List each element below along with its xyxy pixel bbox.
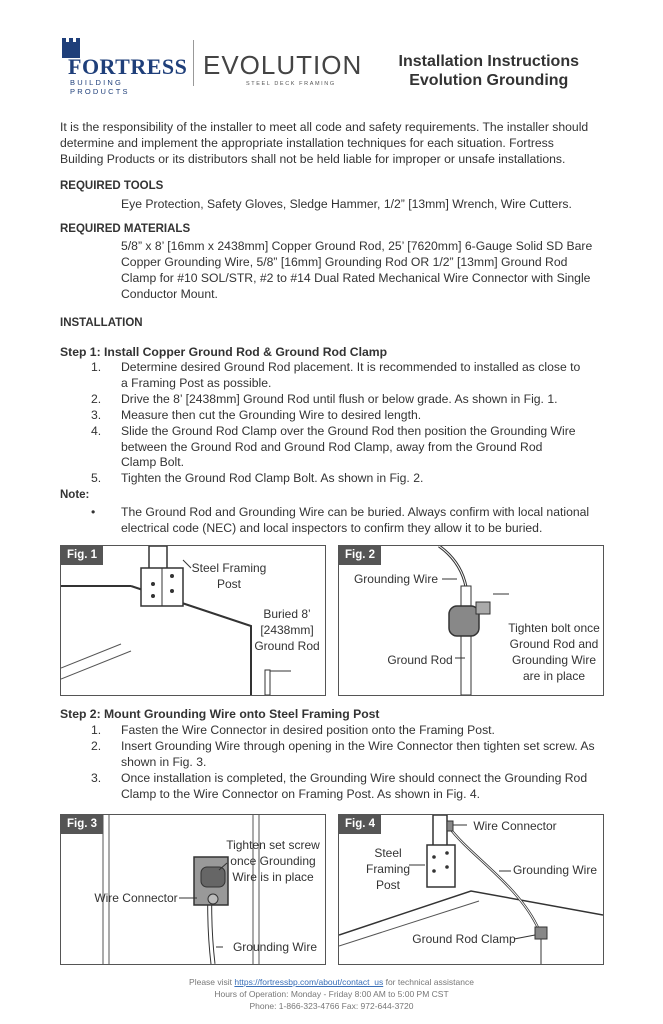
list-item: Tighten the Ground Rod Clamp Bolt. As shown in Fig. 2. [121, 471, 424, 485]
step1-prefix: Step 1: [60, 345, 101, 359]
bullet: • [91, 505, 96, 519]
list-number: 2. [91, 392, 102, 406]
tighten-bolt-label: Tighten bolt once Ground Rod and Grounding Wire are in place [508, 621, 600, 683]
list-number: 2. [91, 739, 102, 753]
list-number: 3. [91, 408, 102, 422]
fortress-subtitle: BUILDING PRODUCTS [70, 78, 130, 96]
figure-3 [60, 814, 326, 965]
list-number: 1. [91, 360, 102, 374]
list-number: 4. [91, 424, 102, 438]
list-item: Determine desired Ground Rod placement. It is recommended to installed as close to a Framing Post as possible. [121, 360, 581, 390]
wire-connector-label: Wire Connector [94, 891, 178, 905]
footer-contact: Please visit https://fortressbp.com/about/contact_us for technical assistance [189, 977, 474, 987]
list-item: Once installation is completed, the Grounding Wire should connect the Grounding Rod Clamp to the Wire Connector on Framing Post. As shown in Fig. 4. [121, 771, 588, 801]
wire-connector-label: Wire Connector [473, 819, 557, 833]
figure-1 [60, 545, 326, 696]
ground-rod-clamp-label: Ground Rod Clamp [412, 932, 516, 946]
fortress-wordmark: FORTRESS [68, 54, 188, 79]
logo-divider [193, 40, 194, 86]
fortress-logo [58, 36, 188, 96]
title-line-2: Evolution Grounding [409, 72, 569, 89]
materials-line: Clamp for #10 SOL/STR, #2 to #14 Dual Rated Mechanical Wire Connector with Single [121, 271, 591, 285]
step1-title-text: Install Copper Ground Rod & Ground Rod Clamp [104, 345, 388, 359]
ground-rod-label: Buried 8’ [2438mm] Ground Rod [254, 607, 320, 653]
list-number: 5. [91, 471, 102, 485]
intro-paragraph: It is the responsibility of the installer to meet all code and safety requirements. The installer should determine and implement the appropriate installation techniques for each situation. Fortress Building Products or its distributors shall not be held liable for improper or unsafe installations. [60, 120, 589, 166]
list-item: Fasten the Wire Connector in desired position onto the Framing Post. [121, 723, 495, 737]
list-item: Insert Grounding Wire through opening in the Wire Connector then tighten set screw. As shown in Fig. 3. [121, 739, 595, 769]
ground-rod-label: Ground Rod [387, 653, 453, 667]
step2-prefix: Step 2: [60, 707, 101, 721]
title-line-1: Installation Instructions [398, 53, 579, 70]
step2-title [60, 707, 379, 721]
grounding-wire-label: Grounding Wire [512, 863, 598, 877]
figure-4 [338, 814, 604, 965]
materials-line: 5/8” x 8’ [16mm x 2438mm] Copper Ground Rod, 25’ [7620mm] 6-Gauge Solid SD Bare [121, 239, 593, 253]
steel-framing-post-label: Steel Framing Post [191, 561, 267, 591]
figure-3-label: Fig. 3 [61, 815, 103, 834]
grounding-wire-label: Grounding Wire [353, 572, 439, 586]
note-label: Note: [60, 489, 90, 501]
materials-line: Copper Grounding Wire, 5/8” [16mm] Grounding Rod OR 1/2” [13mm] Ground Rod [121, 255, 568, 269]
grounding-wire-label: Grounding Wire [232, 940, 318, 954]
evolution-wordmark: EVOLUTION [203, 50, 363, 80]
tools-text: Eye Protection, Safety Gloves, Sledge Hammer, 1/2” [13mm] Wrench, Wire Cutters. [121, 197, 572, 211]
steel-framing-post-label: Steel Framing Post [365, 846, 410, 892]
list-item: Measure then cut the Grounding Wire to desired length. [121, 408, 422, 422]
tools-heading: REQUIRED TOOLS [60, 180, 164, 192]
footer-hours: Hours of Operation: Monday - Friday 8:00 AM to 5:00 PM CST [214, 989, 449, 999]
page-title [399, 52, 579, 90]
list-number: 1. [91, 723, 102, 737]
materials-heading: REQUIRED MATERIALS [60, 223, 191, 235]
figure-2 [338, 545, 604, 696]
installation-heading: INSTALLATION [60, 317, 143, 329]
contact-link[interactable]: https://fortressbp.com/about/contact_us [234, 977, 384, 987]
materials-line: Conductor Mount. [121, 287, 218, 301]
footer-phone: Phone: 1-866-323-4766 Fax: 972-644-3720 [249, 1001, 414, 1011]
step2-title-text: Mount Grounding Wire onto Steel Framing Post [104, 707, 380, 721]
step1-title [60, 345, 387, 359]
tighten-set-screw-label: Tighten set screw once Grounding Wire is in place [226, 838, 320, 884]
list-item: Drive the 8’ [2438mm] Ground Rod until flush or below grade. As shown in Fig. 1. [121, 392, 558, 406]
note-text: The Ground Rod and Grounding Wire can be buried. Always confirm with local national electrical code (NEC) and local inspectors to confirm they allow it to be buried. [121, 505, 590, 535]
list-item: Slide the Ground Rod Clamp over the Ground Rod then position the Grounding Wire between the Ground Rod and Ground Rod Clamp, away from the Ground Rod Clamp Bolt. [121, 424, 576, 469]
evolution-subtitle: STEEL DECK FRAMING [246, 81, 336, 87]
figure-1-label: Fig. 1 [61, 546, 103, 565]
figure-2-label: Fig. 2 [339, 546, 381, 565]
figure-4-label: Fig. 4 [339, 815, 381, 834]
list-number: 3. [91, 771, 102, 785]
